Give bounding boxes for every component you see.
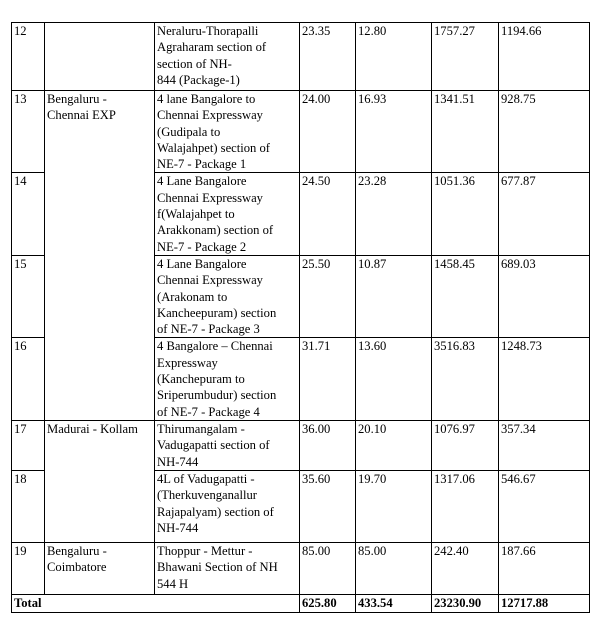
- value-cell-3: 1757.27: [432, 23, 499, 91]
- row-number: 15: [12, 255, 45, 337]
- section-cell: 4 Bangalore – Chennai Expressway (Kanchepuram to Sriperumbudur) section of NE-7 - Package 4: [155, 338, 300, 420]
- value-cell-1: 36.00: [300, 420, 356, 470]
- value-cell-2: 23.28: [356, 173, 432, 255]
- total-value-4: 12717.88: [499, 594, 590, 612]
- value-cell-1: 35.60: [300, 470, 356, 542]
- row-number: 16: [12, 338, 45, 420]
- table-row: [12, 23, 590, 91]
- table-row: [12, 91, 590, 173]
- value-cell-1: 23.35: [300, 23, 356, 91]
- value-cell-1: 85.00: [300, 542, 356, 594]
- section-cell: 4 Lane Bangalore Chennai Expressway (Arakonam to Kancheepuram) section of NE-7 - Package 3: [155, 255, 300, 337]
- table-row: [12, 542, 590, 594]
- value-cell-3: 3516.83: [432, 338, 499, 420]
- value-cell-4: 187.66: [499, 542, 590, 594]
- corridor-cell: Bengaluru - Chennai EXP: [45, 91, 155, 421]
- row-number: 18: [12, 470, 45, 542]
- value-cell-4: 689.03: [499, 255, 590, 337]
- row-number: 17: [12, 420, 45, 470]
- value-cell-2: 85.00: [356, 542, 432, 594]
- section-cell: 4 Lane Bangalore Chennai Expressway f(Walajahpet to Arakkonam) section of NE-7 - Package 2: [155, 173, 300, 255]
- section-cell: 4L of Vadugapatti - (Therkuvenganallur Rajapalyam) section of NH-744: [155, 470, 300, 542]
- section-cell: Thirumangalam - Vadugapatti section of NH-744: [155, 420, 300, 470]
- value-cell-3: 1341.51: [432, 91, 499, 173]
- row-number: 14: [12, 173, 45, 255]
- section-cell: 4 lane Bangalore to Chennai Expressway (Gudipala to Walajahpet) section of NE-7 - Package 1: [155, 91, 300, 173]
- row-number: 13: [12, 91, 45, 173]
- value-cell-2: 20.10: [356, 420, 432, 470]
- total-label: Total: [12, 594, 300, 612]
- table-row: [12, 420, 590, 470]
- value-cell-1: 25.50: [300, 255, 356, 337]
- corridor-cell: Bengaluru - Coimbatore: [45, 542, 155, 594]
- value-cell-4: 357.34: [499, 420, 590, 470]
- value-cell-4: 1194.66: [499, 23, 590, 91]
- value-cell-3: 242.40: [432, 542, 499, 594]
- row-number: 19: [12, 542, 45, 594]
- total-value-2: 433.54: [356, 594, 432, 612]
- value-cell-4: 928.75: [499, 91, 590, 173]
- value-cell-3: 1317.06: [432, 470, 499, 542]
- value-cell-2: 12.80: [356, 23, 432, 91]
- value-cell-2: 13.60: [356, 338, 432, 420]
- projects-table: [11, 22, 590, 613]
- value-cell-2: 10.87: [356, 255, 432, 337]
- section-cell: Neraluru-Thorapalli Agraharam section of section of NH- 844 (Package-1): [155, 23, 300, 91]
- total-value-1: 625.80: [300, 594, 356, 612]
- value-cell-4: 546.67: [499, 470, 590, 542]
- highway-projects-table-fragment: [11, 22, 589, 613]
- value-cell-1: 31.71: [300, 338, 356, 420]
- value-cell-1: 24.50: [300, 173, 356, 255]
- corridor-cell: [45, 23, 155, 91]
- value-cell-1: 24.00: [300, 91, 356, 173]
- total-value-3: 23230.90: [432, 594, 499, 612]
- section-cell: Thoppur - Mettur - Bhawani Section of NH 544 H: [155, 542, 300, 594]
- corridor-cell: Madurai - Kollam: [45, 420, 155, 542]
- value-cell-3: 1458.45: [432, 255, 499, 337]
- value-cell-3: 1076.97: [432, 420, 499, 470]
- value-cell-4: 677.87: [499, 173, 590, 255]
- value-cell-3: 1051.36: [432, 173, 499, 255]
- value-cell-2: 16.93: [356, 91, 432, 173]
- total-row: [12, 594, 590, 612]
- value-cell-4: 1248.73: [499, 338, 590, 420]
- value-cell-2: 19.70: [356, 470, 432, 542]
- row-number: 12: [12, 23, 45, 91]
